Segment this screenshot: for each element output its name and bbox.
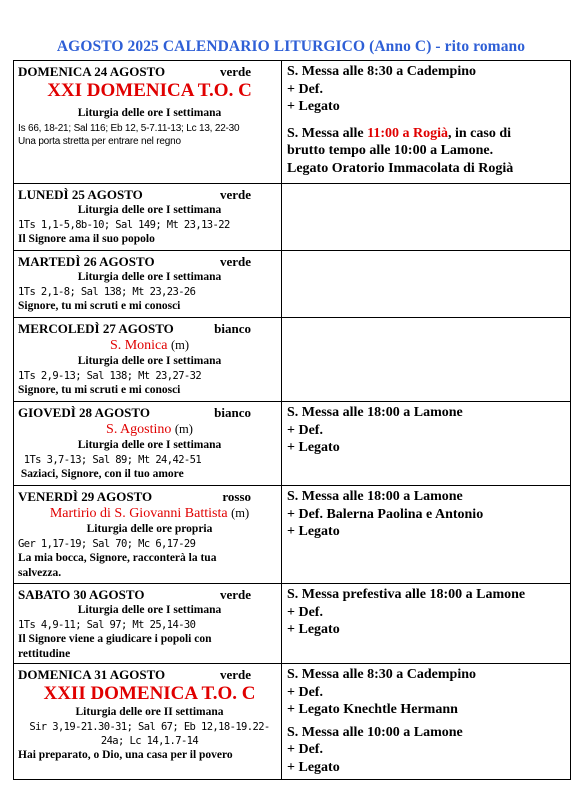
day-cell	[14, 184, 282, 251]
mass-cell	[282, 251, 571, 318]
calendar-row	[14, 664, 571, 780]
day-date: DOMENICA 31 AGOSTO	[18, 667, 166, 682]
day-header	[18, 254, 281, 270]
mass-cell	[282, 402, 571, 486]
day-header	[18, 667, 281, 683]
sunday-name: XXII DOMENICA T.O. C	[43, 683, 256, 704]
mass-line: S. Messa prefestiva alle 18:00 a Lamone	[287, 587, 526, 602]
mass-line: + Legato	[287, 99, 340, 114]
mass-line: S. Messa alle 11:00 a Rogià, in caso di	[287, 125, 512, 141]
readings: 1Ts 3,7-13; Sal 89; Mt 24,42-51	[18, 454, 202, 466]
mass-line: + Legato	[287, 524, 340, 539]
day-cell	[14, 61, 282, 184]
motto: Signore, tu mi scruti e mi conosci	[18, 384, 181, 396]
day-header	[18, 321, 281, 337]
mass-cell	[282, 664, 571, 780]
saint-name: S. Agostino (m)	[106, 422, 193, 437]
mass-line: + Legato	[287, 622, 340, 637]
calendar-row	[14, 584, 571, 664]
motto: Hai preparato, o Dio, una casa per il povero	[18, 749, 233, 761]
liturgy-week: Liturgia delle ore II settimana	[75, 706, 224, 718]
day-header	[18, 187, 281, 203]
day-cell	[14, 664, 282, 780]
mass-line: S. Messa alle 18:00 a Lamone	[287, 489, 463, 504]
day-cell	[14, 486, 282, 584]
day-header	[18, 489, 281, 505]
readings: 1Ts 4,9-11; Sal 97; Mt 25,14-30	[18, 619, 196, 631]
liturgy-week: Liturgia delle ore I settimana	[77, 439, 222, 451]
mass-cell	[282, 61, 571, 184]
mass-cell	[282, 318, 571, 402]
motto: La mia bocca, Signore, racconterà la tua salvezza.	[18, 552, 217, 579]
liturgical-color: verde	[219, 587, 251, 602]
mass-cell	[282, 486, 571, 584]
saint-rank: (m)	[171, 338, 190, 352]
liturgy-week: Liturgia delle ore I settimana	[77, 107, 222, 119]
mass-line: S. Messa alle 10:00 a Lamone	[287, 724, 463, 740]
day-date: MERCOLEDÌ 27 AGOSTO	[18, 321, 174, 336]
liturgy-week: Liturgia delle ore I settimana	[77, 355, 222, 367]
liturgical-color: bianco	[214, 321, 251, 336]
saint-name: Martirio di S. Giovanni Battista (m)	[49, 506, 250, 521]
mass-line: S. Messa alle 8:30 a Cadempino	[287, 667, 476, 682]
motto: Saziaci, Signore, con il tuo amore	[18, 468, 184, 480]
liturgical-color: verde	[219, 254, 251, 269]
liturgical-color: verde	[219, 667, 251, 682]
mass-line: + Def.	[287, 81, 323, 97]
liturgy-week: Liturgia delle ore I settimana	[77, 271, 222, 283]
day-date: VENERDÌ 29 AGOSTO	[18, 489, 153, 504]
motto: Il Signore viene a giudicare i popoli con rettitudine	[18, 633, 212, 660]
liturgical-color: verde	[219, 64, 251, 79]
day-date: DOMENICA 24 AGOSTO	[18, 64, 166, 79]
page-title: AGOSTO 2025 CALENDARIO LITURGICO (Anno C) - rito romano	[56, 38, 526, 55]
mass-line: + Def. Balerna Paolina e Antonio	[287, 506, 484, 522]
readings: Sir 3,19-21.30-31; Sal 67; Eb 12,18-19.22-24a; Lc 14,1.7-14	[29, 721, 270, 747]
saint-name: S. Monica (m)	[109, 338, 190, 353]
readings: Ger 1,17-19; Sal 70; Mc 6,17-29	[18, 538, 196, 550]
mass-line: S. Messa alle 8:30 a Cadempino	[287, 64, 476, 79]
mass-line: + Def.	[287, 684, 323, 700]
day-header	[18, 64, 281, 80]
mass-line: + Legato	[287, 759, 340, 775]
mass-line: + Def.	[287, 422, 323, 438]
liturgy-week: Liturgia delle ore propria	[86, 523, 213, 535]
liturgy-week: Liturgia delle ore I settimana	[77, 204, 222, 216]
calendar-row	[14, 318, 571, 402]
mass-line: brutto tempo alle 10:00 a Lamone.	[287, 143, 494, 158]
mass-line: + Def.	[287, 604, 323, 620]
calendar-row	[14, 61, 571, 184]
day-date: LUNEDÌ 25 AGOSTO	[18, 187, 143, 202]
liturgical-color: verde	[219, 187, 251, 202]
mass-time-highlight: 11:00 a Rogià	[367, 125, 448, 141]
day-cell	[14, 251, 282, 318]
liturgical-color: rosso	[222, 489, 251, 504]
mass-line: + Legato Knechtle Hermann	[287, 702, 458, 717]
day-cell	[14, 318, 282, 402]
readings: Is 66, 18-21; Sal 116; Eb 12, 5-7.11-13; Lc 13, 22-30	[18, 123, 240, 134]
mass-line: Legato Oratorio Immacolata di Rogià	[287, 160, 514, 176]
calendar-row	[14, 184, 571, 251]
motto: Signore, tu mi scruti e mi conosci	[18, 300, 181, 312]
day-date: MARTEDÌ 26 AGOSTO	[18, 254, 155, 269]
day-header	[18, 587, 281, 603]
mass-line: S. Messa alle 18:00 a Lamone	[287, 405, 463, 420]
calendar-row	[14, 486, 571, 584]
day-cell	[14, 584, 282, 664]
calendar-table	[13, 60, 571, 780]
mass-line: + Legato	[287, 440, 340, 455]
readings: 1Ts 2,1-8; Sal 138; Mt 23,23-26	[18, 286, 196, 298]
readings: 1Ts 1,1-5,8b-10; Sal 149; Mt 23,13-22	[18, 219, 230, 231]
mass-cell	[282, 184, 571, 251]
day-header	[18, 405, 281, 421]
motto: Una porta stretta per entrare nel regno	[18, 135, 181, 147]
motto: Il Signore ama il suo popolo	[18, 233, 155, 245]
liturgy-week: Liturgia delle ore I settimana	[77, 604, 222, 616]
day-cell	[14, 402, 282, 486]
sunday-name: XXI DOMENICA T.O. C	[47, 80, 252, 101]
day-date: GIOVEDÌ 28 AGOSTO	[18, 405, 150, 420]
mass-cell	[282, 584, 571, 664]
saint-rank: (m)	[231, 506, 250, 520]
saint-rank: (m)	[174, 422, 193, 436]
liturgical-color: bianco	[214, 405, 251, 420]
mass-line: + Def.	[287, 742, 323, 757]
readings: 1Ts 2,9-13; Sal 138; Mt 23,27-32	[18, 370, 202, 382]
day-date: SABATO 30 AGOSTO	[18, 587, 145, 602]
calendar-row	[14, 402, 571, 486]
calendar-row	[14, 251, 571, 318]
